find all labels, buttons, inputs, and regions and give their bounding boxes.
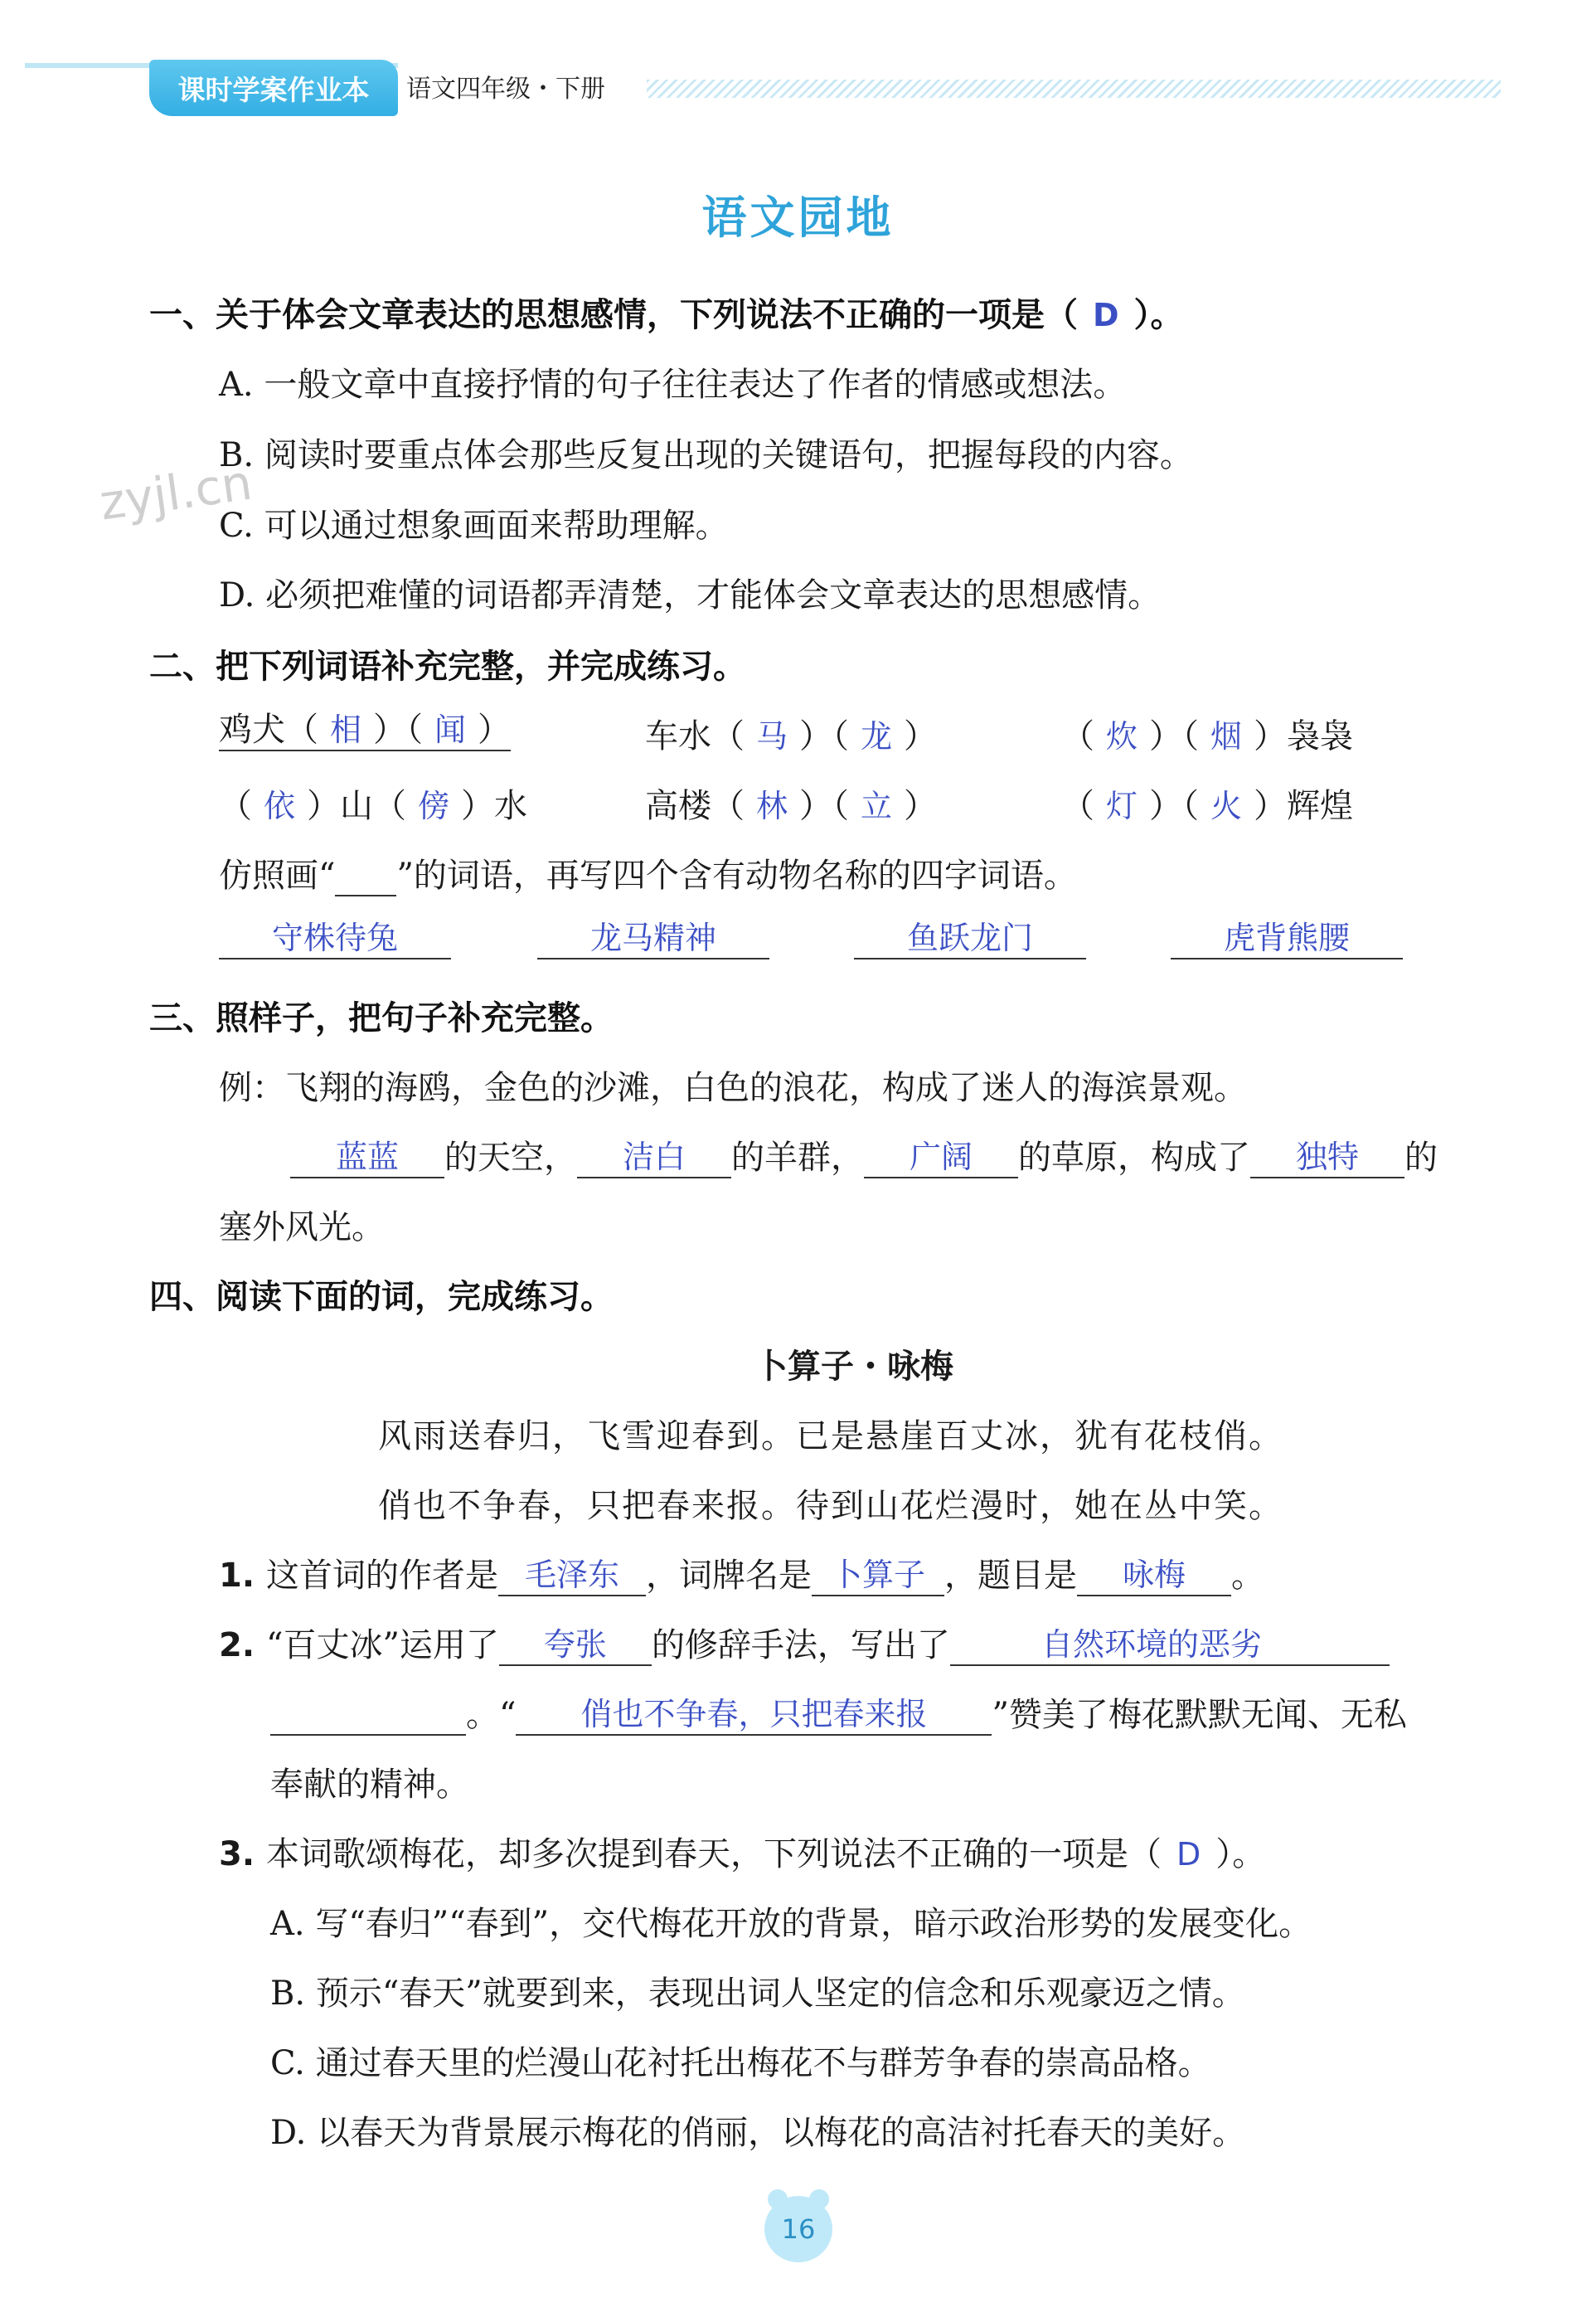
q2-word-1: 鸡犬（ 相 ）（ 闻 ）	[219, 710, 511, 751]
poem-line-1: 风雨送春归，飞雪迎春到。已是悬崖百丈冰，犹有花枝俏。	[378, 1417, 1283, 1455]
q2-word-4: （ 依 ）山（ 傍 ）水	[219, 787, 528, 825]
q4-sub2-line1: 2. “百丈冰”运用了 夸张 的修辞手法，写出了 自然环境的恶劣	[219, 1619, 1390, 1666]
q4-sub3-stem: 3. 本词歌颂梅花，却多次提到春天，下列说法不正确的一项是（ D ）。	[219, 1835, 1266, 1873]
q2-idiom-3: 鱼跃龙门	[854, 912, 1086, 959]
q1-answer: D	[1093, 297, 1119, 333]
q4-sub1: 1. 这首词的作者是 毛泽东 ，词牌名是 卜算子 ，题目是 咏梅 。	[219, 1557, 1265, 1595]
header-hatch	[647, 80, 1501, 98]
header-subtitle: 语文四年级・下册	[406, 75, 605, 104]
q2-word-2: 车水（ 马 ）（ 龙 ）	[645, 717, 938, 755]
page-number: 16	[764, 2196, 832, 2262]
q2-word-6: （ 灯 ）（ 火 ）辉煌	[1061, 787, 1354, 825]
q2-stem: 二、把下列词语补充完整，并完成练习。	[149, 648, 746, 686]
q4-sub3-option-b: B. 预示“春天”就要到来，表现出词人坚定的信念和乐观豪迈之情。	[270, 1975, 1245, 2013]
poem-title: 卜算子・咏梅	[754, 1348, 953, 1386]
q1-stem: 一、关于体会文章表达的思想感情，下列说法不正确的一项是（ D ）。	[149, 296, 1184, 334]
q2-idiom-2: 龙马精神	[537, 912, 769, 959]
q1-option-b: B. 阅读时要重点体会那些反复出现的关键语句，把握每段的内容。	[219, 436, 1193, 474]
q1-option-d: D. 必须把难懂的词语都弄清楚，才能体会文章表达的思想感情。	[219, 576, 1162, 615]
q2-idiom-1: 守株待兔	[219, 912, 451, 959]
q4-sub2-line2: 。“ 俏也不争春，只把春来报 ”赞美了梅花默默无闻、无私	[270, 1688, 1407, 1736]
q2-word-3: （ 炊 ）（ 烟 ）袅袅	[1061, 717, 1354, 755]
q3-line2: 塞外风光。	[219, 1208, 385, 1246]
q1-option-a: A. 一般文章中直接抒情的句子往往表达了作者的情感或想法。	[219, 366, 1127, 404]
q4-sub3-option-d: D. 以春天为背景展示梅花的俏丽，以梅花的高洁衬托春天的美好。	[270, 2114, 1246, 2152]
q3-example: 例：飞翔的海鸥，金色的沙滩，白色的浪花，构成了迷人的海滨景观。	[219, 1069, 1247, 1107]
q3-sentence: 蓝蓝 的天空， 洁白 的羊群， 广阔 的草原，构成了 独特 的	[290, 1131, 1438, 1178]
q4-sub2-line3: 奉献的精神。	[270, 1766, 469, 1804]
page-title: 语文园地	[701, 192, 895, 244]
q3-stem: 三、照样子，把句子补充完整。	[149, 999, 614, 1037]
poem-line-2: 俏也不争春，只把春来报。待到山花烂漫时，她在丛中笑。	[378, 1487, 1283, 1525]
q4-sub3-option-a: A. 写“春归”“春到”，交代梅花开放的背景，暗示政治形势的发展变化。	[270, 1905, 1312, 1943]
watermark: zyjl.cn	[96, 454, 255, 532]
q2-instruction: 仿照画“ ”的词语，再写四个含有动物名称的四字词语。	[219, 857, 1077, 895]
q2-sample-blank	[335, 855, 396, 896]
q2-idiom-4: 虎背熊腰	[1171, 912, 1403, 959]
q4-stem: 四、阅读下面的词，完成练习。	[149, 1278, 614, 1316]
q1-option-c: C. 可以通过想象画面来帮助理解。	[219, 507, 729, 545]
q4-sub3-option-c: C. 通过春天里的烂漫山花衬托出梅花不与群芳争春的崇高品格。	[270, 2044, 1211, 2082]
q4-sub3-answer: D	[1176, 1836, 1201, 1873]
q2-word-5: 高楼（ 林 ）（ 立 ）	[645, 787, 938, 825]
header-tab: 课时学案作业本	[149, 60, 398, 116]
